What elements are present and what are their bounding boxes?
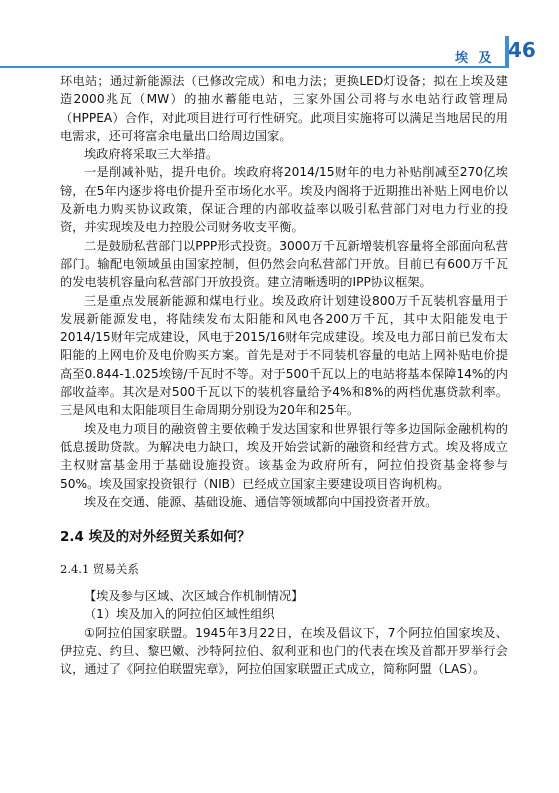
paragraph-measure-1: 一是削减补贴，提升电价。埃政府将2014/15财年的电力补贴削减至270亿埃镑，在5年内逐步将电价提升至市场化水平。埃及内阁将于近期推出补贴上网电价以及新电力购买协议政策，保证合理的内部收益率以吸引私营部门对电力行业的投资，并实现埃及电力控股公司财务收支平衡。 [60,165,508,235]
paragraph-continuation: 环电站；通过新能源法（已修改完成）和电力法；更换LED灯设备；拟在上埃及建造2000兆瓦（MW）的抽水蓄能电站，三家外国公司将与水电站行政管理局（HPPEA）合作，对此项目进行可行性研究。此项目实施将可以满足当地居民的用电需求，还可将富余电量出口给周边国家。 [60,74,508,143]
section-title: 2.4 埃及的对外经贸关系如何？ [60,529,251,546]
bracket-heading: 【埃及参与区域、次区域合作机制情况】 [84,589,304,604]
page-body [60,72,508,679]
paragraph-arab-league: ①阿拉伯国家联盟。1945年3月22日，在埃及倡议下，7个阿拉伯国家埃及、伊拉克、约旦、黎巴嫩、沙特阿拉伯、叙利亚和也门的代表在埃及首都开罗举行会议，通过了《阿拉伯联盟宪章》，阿拉伯国家联盟正式成立，简称阿盟（LAS）。 [60,625,508,677]
page-number: 46 [508,38,536,62]
paragraph-open-sectors: 埃及在交通、能源、基础设施、通信等领域都向中国投资者开放。 [84,494,438,509]
paragraph-measure-2: 二是鼓励私营部门以PPP形式投资。3000万千瓦新增装机容量将全部面向私营部门。输配电领域虽由国家控制，但仍然会向私营部门开放。目前已有600万千瓦的发电装机容量向私营部门开放投资。建立清晰透明的IPP协议框架。 [60,238,508,290]
header-rule [0,66,506,68]
list-heading: （1）埃及加入的阿拉伯区域性组织 [84,607,275,622]
subsection-title: 2.4.1 贸易关系 [60,562,139,577]
paragraph-measure-3: 三是重点发展新能源和煤电行业。埃及政府计划建设800万千瓦装机容量用于发展新能源发电，将陆续发布太阳能和风电各200万千瓦，其中太阳能发电于2014/15财年完成建设，风电于2015/16财年完成建设。埃及电力部日前已发布太阳能的上网电价及电价购买方案。首先是对于不同装机容量的电站上网补贴电价提高至0.844-1.025埃镑/千瓦时不等。对于500千瓦以上的电站将基本保障14%的内部收益率。其次是对500千瓦以下的装机容量给予4%和8%的两档优惠贷款利率。三是风电和太阳能项目生命周期分别设为20年和25年。 [60,293,508,418]
paragraph-financing: 埃及电力项目的融资曾主要依赖于发达国家和世界银行等多边国际金融机构的低息援助贷款。为解决电力缺口，埃及开始尝试新的融资和经营方式。埃及将成立主权财富基金用于基础设施投资。该基金为政府所有，阿拉伯投资基金将参与50%。埃及国家投资银行（NIB）已经成立国家主要建设项目咨询机构。 [60,421,508,491]
header-chapter-label: 埃 及 [455,51,495,66]
paragraph-measures-intro: 埃政府将采取三大举措。 [84,147,219,162]
